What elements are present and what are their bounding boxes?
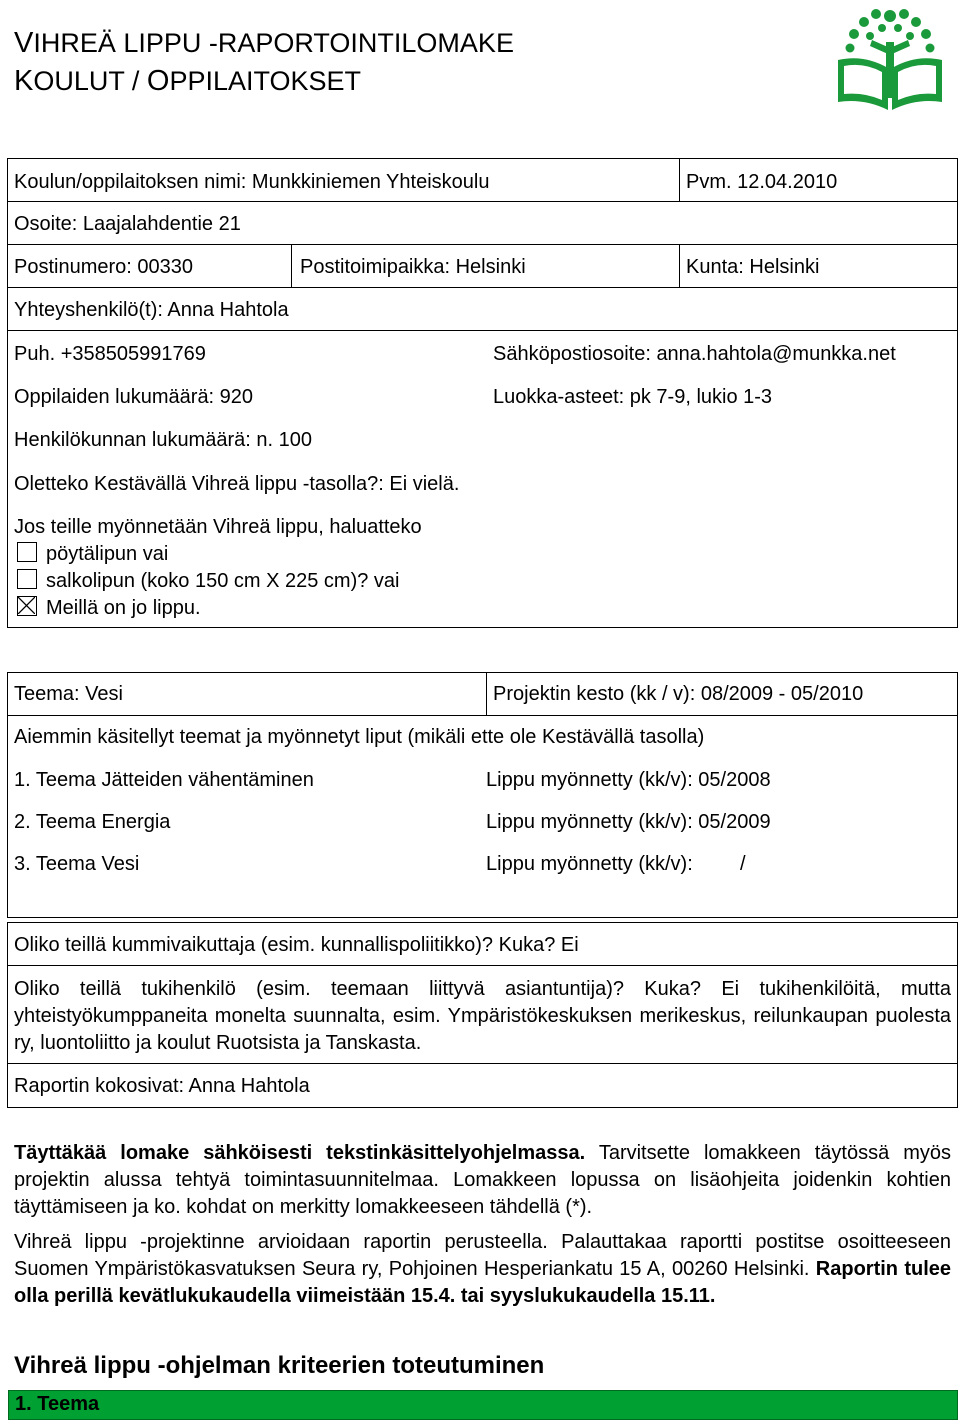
instructions-paragraph-2: Vihreä lippu -projektinne arvioidaan raportin perusteella. Palauttakaa raportti postitse osoitteeseen Suomen Ympäristökasvatuksen Seura ry, Pohjoinen Hesperiankatu 15 A, 00260 Helsinki. Raportin tulee olla perillä kevätlukukaudella viimeistään 15.4. tai syyslukukaudella 15.11. bbox=[14, 1231, 951, 1307]
post-office: Postitoimipaikka: Helsinki bbox=[300, 256, 526, 278]
staff-count: Henkilökunnan lukumäärä: n. 100 bbox=[14, 429, 312, 451]
previous-theme: 3. Teema Vesi bbox=[14, 853, 140, 875]
criteria-heading: Vihreä lippu -ohjelman kriteerien toteutuminen bbox=[14, 1352, 545, 1379]
previous-theme: 1. Teema Jätteiden vähentäminen bbox=[14, 769, 314, 791]
sponsor-question: Oliko teillä kummivaikuttaja (esim. kunnallispoliitikko)? Kuka? Ei bbox=[14, 934, 579, 956]
project-duration: Projektin kesto (kk / v): 08/2009 - 05/2010 bbox=[493, 683, 864, 705]
checked-x-icon bbox=[18, 597, 35, 614]
school-name: Koulun/oppilaitoksen nimi: Munkkiniemen Yhteiskoulu bbox=[14, 171, 490, 193]
desk-flag-checkbox[interactable] bbox=[17, 542, 37, 562]
municipality: Kunta: Helsinki bbox=[686, 256, 820, 278]
support-question: Oliko teillä tukihenkilö (esim. teemaan liittyvä asiantuntija)? Kuka? Ei tukihenkilöitä, mutta yhteistyökumppaneita monelta suunnalta, esim. Ympäristökeskuksen merikeskus, reilunkaupan puolesta ry, luontoliitto ja koulut Ruotsista ja Tanskasta. bbox=[14, 978, 951, 1054]
previous-themes-heading: Aiemmin käsitellyt teemat ja myönnetyt liput (mikäli ette ole Kestävällä tasolla) bbox=[14, 726, 705, 748]
report-compilers: Raportin kokosivat: Anna Hahtola bbox=[14, 1075, 310, 1097]
theme-section-label: 1. Teema bbox=[15, 1393, 100, 1415]
option-label: pöytälipun vai bbox=[46, 543, 169, 565]
green-flag-logo-icon bbox=[834, 2, 946, 114]
current-theme: Teema: Vesi bbox=[14, 683, 123, 705]
previous-theme: 2. Teema Energia bbox=[14, 811, 171, 833]
option-label: salkolipun (koko 150 cm X 225 cm)? vai bbox=[46, 570, 400, 592]
previous-flag: Lippu myönnetty (kk/v): bbox=[486, 853, 693, 875]
sustainable-level: Oletteko Kestävällä Vihreä lippu -tasolla?: Ei vielä. bbox=[14, 473, 460, 495]
previous-flag: Lippu myönnetty (kk/v): 05/2009 bbox=[486, 811, 771, 833]
postcode: Postinumero: 00330 bbox=[14, 256, 194, 278]
previous-flag-slash: / bbox=[740, 853, 746, 875]
contact-person: Yhteyshenkilö(t): Anna Hahtola bbox=[14, 299, 289, 321]
already-have-flag-checkbox[interactable] bbox=[17, 596, 37, 616]
theme-box bbox=[7, 672, 958, 918]
email-address: Sähköpostiosoite: anna.hahtola@munkka.net bbox=[493, 343, 896, 365]
phone-number: Puh. +358505991769 bbox=[14, 343, 206, 365]
instructions-paragraph-1: Täyttäkää lomake sähköisesti tekstinkäsittelyohjelmassa. Tarvitsette lomakkeen täytössä myös projektin alussa tehtyä toimintasuunnitelmaa. Lomakkeen lopussa on lisäohjeita joidenkin kohtien täyttämiseen ja ko. kohdat on merkitty lomakkeeseen tähdellä (*). bbox=[14, 1142, 951, 1218]
previous-flag: Lippu myönnetty (kk/v): 05/2008 bbox=[486, 769, 771, 791]
school-address: Osoite: Laajalahdentie 21 bbox=[14, 213, 241, 235]
option-label: Meillä on jo lippu. bbox=[46, 597, 201, 619]
report-date: Pvm. 12.04.2010 bbox=[686, 171, 838, 193]
student-count: Oppilaiden lukumäärä: 920 bbox=[14, 386, 254, 408]
pole-flag-checkbox[interactable] bbox=[17, 569, 37, 589]
theme-section-bar bbox=[8, 1390, 958, 1420]
grade-levels: Luokka-asteet: pk 7-9, lukio 1-3 bbox=[493, 386, 773, 408]
flag-question: Jos teille myönnetään Vihreä lippu, haluatteko bbox=[14, 516, 422, 538]
page-title: VIHREÄ LIPPU -RAPORTOINTILOMAKE KOULUT / OPPILAITOKSET bbox=[14, 27, 514, 97]
